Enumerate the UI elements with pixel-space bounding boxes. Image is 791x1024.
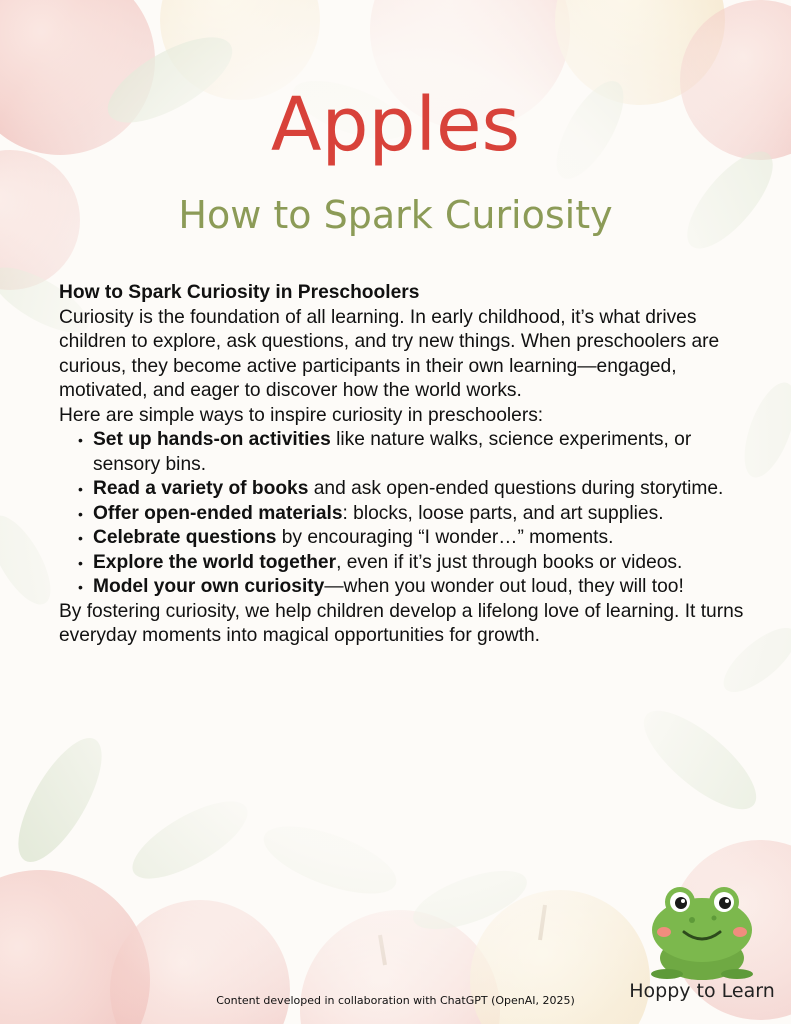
- closing-paragraph: By fostering curiosity, we help children develop a lifelong love of learning. It turns everyday moments into magical opportunities for growth.: [59, 600, 744, 646]
- list-item: • Read a variety of books and ask open-ended questions during storytime.: [93, 477, 749, 502]
- brand-logo: [622, 880, 782, 1010]
- page-subtitle: How to Spark Curiosity: [178, 193, 613, 237]
- article-body: [59, 281, 749, 649]
- lead-sentence: Here are simple ways to inspire curiosity in preschoolers:: [59, 404, 544, 426]
- list-item: • Offer open-ended materials: blocks, loose parts, and art supplies.: [93, 502, 749, 527]
- list-item: • Celebrate questions by encouraging “I wonder…” moments.: [93, 526, 749, 551]
- list-item: • Explore the world together, even if it’s just through books or videos.: [93, 551, 749, 576]
- frog-icon: [622, 880, 782, 980]
- attribution-footer: Content developed in collaboration with ChatGPT (OpenAI, 2025): [216, 994, 575, 1007]
- section-heading: How to Spark Curiosity in Preschoolers: [59, 282, 420, 303]
- logo-text: Hoppy to Learn: [629, 980, 775, 1002]
- page-title: Apples: [270, 82, 521, 168]
- list-item: • Model your own curiosity—when you wonder out loud, they will too!: [93, 575, 749, 600]
- intro-paragraph: Curiosity is the foundation of all learning. In early childhood, it’s what drives children to explore, ask questions, and try new things. When preschoolers are curious, they become active participants in their own learning—engaged, motivated, and eager to discover how the world works.: [59, 306, 720, 401]
- list-item: • Set up hands-on activities like nature walks, science experiments, or sensory bins.: [93, 428, 749, 477]
- tips-list: [59, 428, 749, 600]
